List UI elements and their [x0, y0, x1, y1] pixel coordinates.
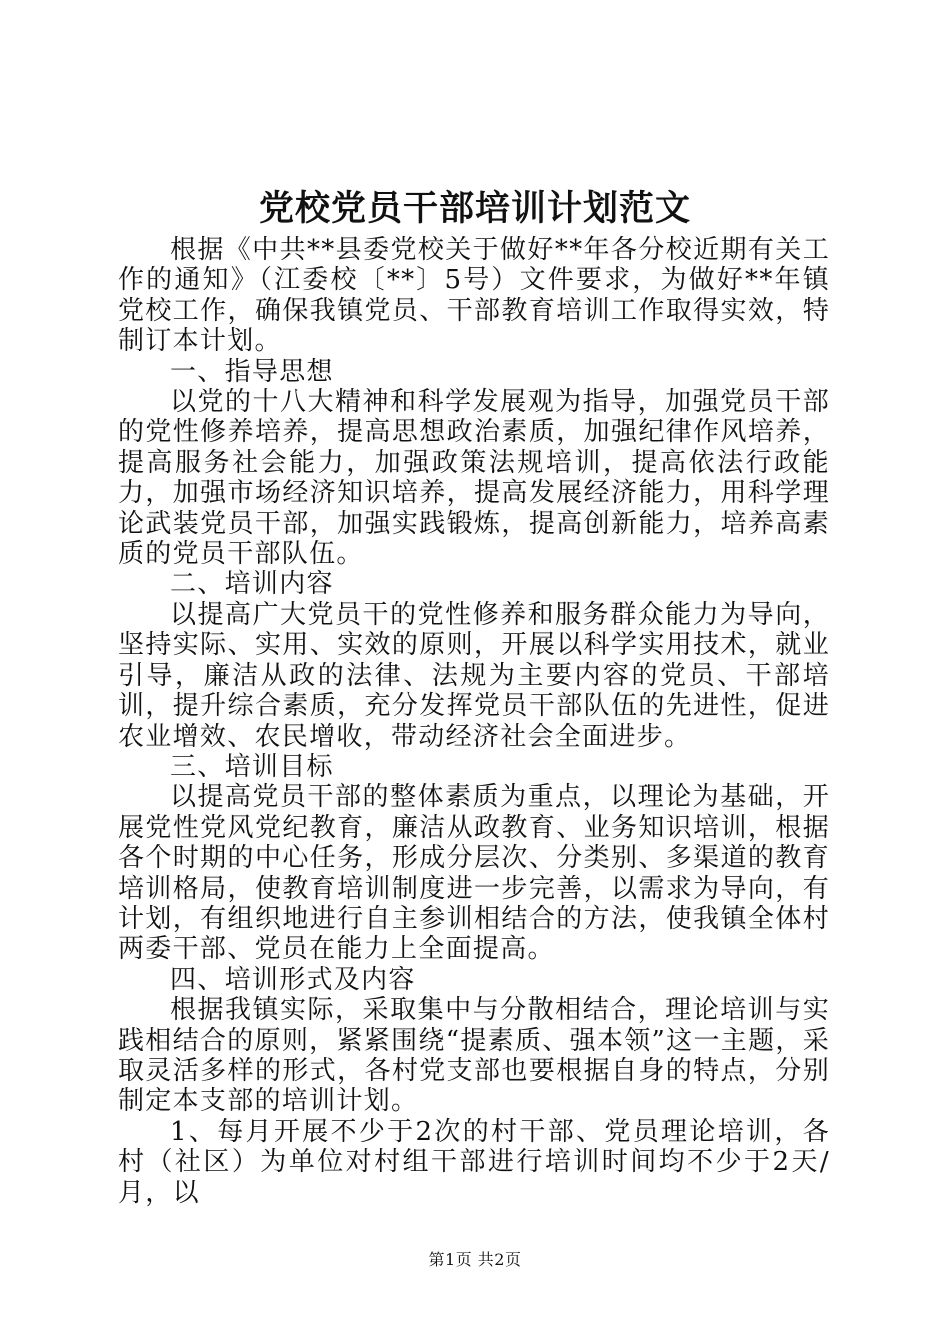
document-title: 党校党员干部培训计划范文	[258, 188, 691, 229]
section-heading-3: 三、培训目标	[170, 751, 334, 782]
document-body	[118, 235, 830, 1208]
intro-paragraph: 根据《中共**县委党校关于做好**年各分校近期有关工作的通知》（江委校〔**〕5号）文件要求，为做好**年镇党校工作，确保我镇党员、干部教育培训工作取得实效，特制订本计划。	[118, 235, 830, 357]
section-paragraph-1: 以党的十八大精神和科学发展观为指导，加强党员干部的党性修养培养，提高思想政治素质，加强纪律作风培养，提高服务社会能力，加强政策法规培训，提高依法行政能力，加强市场经济知识培养，提高发展经济能力，用科学理论武装党员干部，加强实践锻炼，提高创新能力，培养高素质的党员干部队伍。	[118, 387, 830, 570]
section-paragraph-3: 以提高党员干部的整体素质为重点，以理论为基础，开展党性党风党纪教育，廉洁从政教育、业务知识培训，根据各个时期的中心任务，形成分层次、分类别、多渠道的教育培训格局，使教育培训制度进一步完善，以需求为导向，有计划，有组织地进行自主参训相结合的方法，使我镇全体村两委干部、党员在能力上全面提高。	[118, 782, 830, 965]
section-heading-4: 四、培训形式及内容	[170, 964, 416, 995]
section-heading-1: 一、指导思想	[170, 356, 334, 387]
list-item-1: 1、每月开展不少于2次的村干部、党员理论培训，各村（社区）为单位对村组干部进行培训时间均不少于2天/月，以	[118, 1116, 830, 1208]
section-heading-2: 二、培训内容	[170, 569, 334, 600]
section-paragraph-4: 根据我镇实际，采取集中与分散相结合，理论培训与实践相结合的原则，紧紧围绕“提素质、强本领”这一主题，采取灵活多样的形式，各村党支部也要根据自身的特点，分别制定本支部的培训计划。	[118, 995, 830, 1117]
page-footer: 第1页 共2页	[428, 1250, 522, 1269]
section-paragraph-2: 以提高广大党员干的党性修养和服务群众能力为导向，坚持实际、实用、实效的原则，开展以科学实用技术，就业引导，廉洁从政的法律、法规为主要内容的党员、干部培训，提升综合素质，充分发挥党员干部队伍的先进性，促进农业增效、农民增收，带动经济社会全面进步。	[118, 599, 830, 752]
